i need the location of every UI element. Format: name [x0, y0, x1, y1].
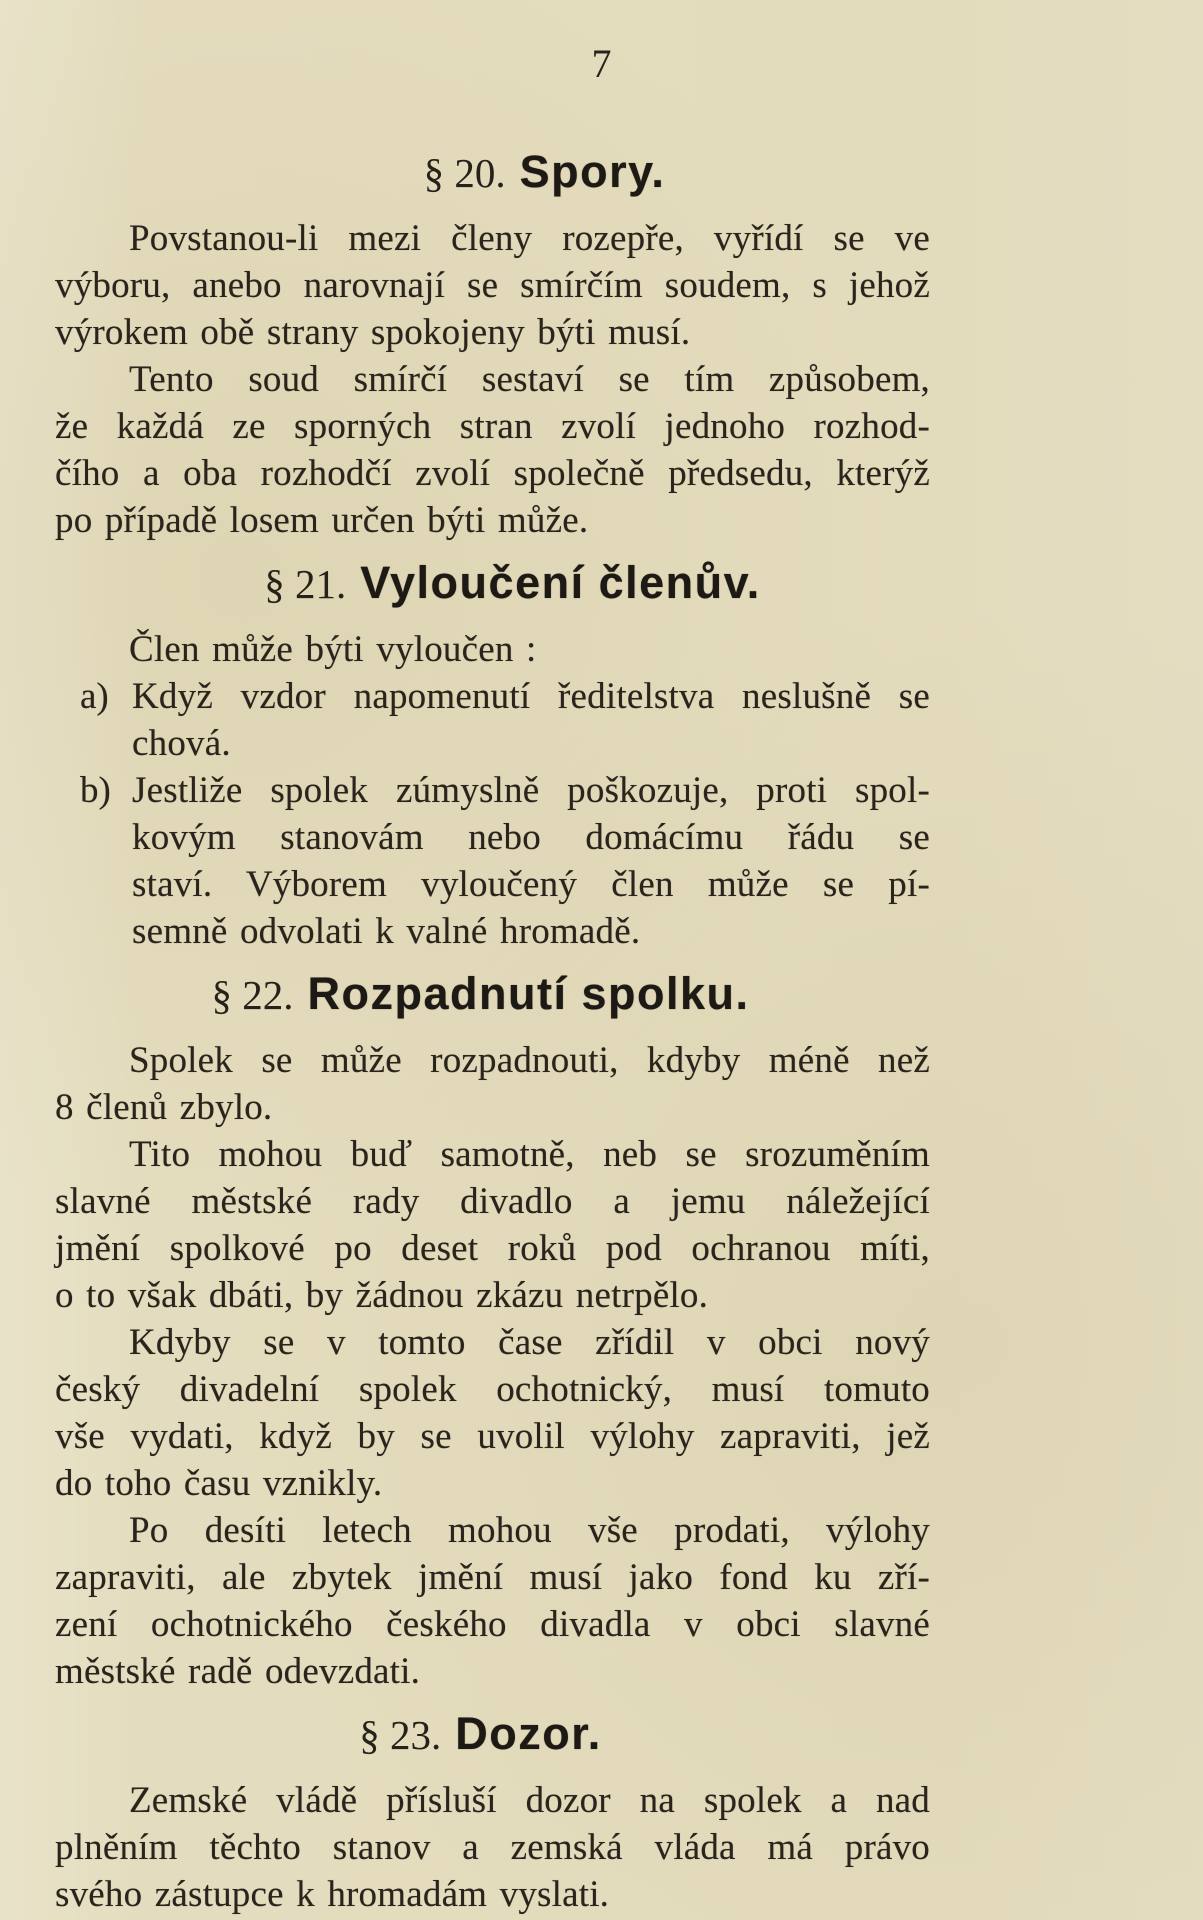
paragraph: [55, 1777, 930, 1918]
text-line: výrokem obě strany spokojeny býti musí.: [55, 312, 691, 353]
paragraph: [55, 356, 930, 544]
text-line: Povstanou-li mezi členy rozepře, vyřídí se ve: [129, 218, 930, 259]
paragraph: [55, 215, 930, 356]
section-heading-22: [43, 968, 918, 1031]
text-line: čího a oba rozhodčí zvolí společně předsedu, kterýž: [55, 453, 930, 494]
paragraph: [55, 1037, 930, 1131]
paragraph: [55, 1507, 930, 1695]
section-title: Spory.: [519, 146, 666, 197]
section-heading-23: [43, 1708, 918, 1771]
text-line: do toho času vznikly.: [55, 1463, 383, 1504]
text-line: svého zástupce k hromadám vyslati.: [55, 1874, 610, 1915]
text-line: že každá ze sporných stran zvolí jednoho rozhod-: [55, 406, 930, 447]
section-heading-21: [75, 557, 950, 620]
item-label: b): [80, 770, 111, 811]
section-number: § 23.: [359, 1712, 442, 1758]
text-line: vše vydati, když by se uvolil výlohy zapraviti, jež: [55, 1416, 930, 1457]
list-item-b: [55, 767, 930, 955]
text-column: [55, 0, 930, 1918]
text-line: chová.: [132, 723, 231, 764]
text-line: zapraviti, ale zbytek jmění musí jako fond ku zří-: [55, 1557, 930, 1598]
paragraph: [55, 1319, 930, 1507]
text-line: Spolek se může rozpadnouti, kdyby méně než: [129, 1040, 930, 1081]
text-line: semně odvolati k valné hromadě.: [132, 911, 641, 952]
section-title: Dozor.: [455, 1708, 602, 1759]
text-line: Jestliže spolek zúmyslně poškozuje, proti spol-: [132, 770, 930, 811]
text-line: slavné městské rady divadlo a jemu náležející: [55, 1181, 930, 1222]
paragraph: [55, 626, 930, 673]
page-number: 7: [591, 41, 612, 86]
item-body: [132, 673, 930, 767]
section-title: Vyloučení členův.: [360, 557, 761, 608]
text-line: Tento soud smírčí sestaví se tím způsobem,: [129, 359, 930, 400]
text-line: zení ochotnického českého divadla v obci slavné: [55, 1604, 930, 1645]
section-number: § 20.: [423, 150, 506, 196]
text-line: plněním těchto stanov a zemská vláda má právo: [55, 1827, 930, 1868]
item-body: [132, 767, 930, 955]
paragraph: [55, 1131, 930, 1319]
list-item-a: [55, 673, 930, 767]
text-line: Člen může býti vyloučen :: [129, 629, 537, 670]
text-line: jmění spolkové po deset roků pod ochranou míti,: [55, 1228, 930, 1269]
text-line: Zemské vládě přísluší dozor na spolek a nad: [129, 1780, 930, 1821]
text-line: 8 členů zbylo.: [55, 1087, 273, 1128]
item-label: a): [80, 676, 109, 717]
section-number: § 22.: [211, 972, 294, 1018]
text-line: Kdyby se v tomto čase zřídil v obci nový: [129, 1322, 930, 1363]
text-line: Tito mohou buď samotně, neb se srozuměním: [129, 1134, 930, 1175]
text-line: výboru, anebo narovnají se smírčím soudem, s jehož: [55, 265, 930, 306]
text-line: kovým stanovám nebo domácímu řádu se: [132, 817, 930, 858]
text-line: staví. Výborem vyloučený člen může se pí-: [132, 864, 930, 905]
text-line: Po desíti letech mohou vše prodati, výlohy: [129, 1510, 930, 1551]
text-line: o to však dbáti, by žádnou zkázu netrpělo.: [55, 1275, 709, 1316]
text-line: městské radě odevzdati.: [55, 1651, 421, 1692]
section-heading-20: [107, 146, 982, 209]
text-line: Když vzdor napomenutí ředitelstva neslušně se: [132, 676, 930, 717]
text-line: po případě losem určen býti může.: [55, 500, 589, 541]
section-number: § 21.: [264, 561, 347, 607]
section-title: Rozpadnutí spolku.: [307, 968, 750, 1019]
text-line: český divadelní spolek ochotnický, musí tomuto: [55, 1369, 930, 1410]
